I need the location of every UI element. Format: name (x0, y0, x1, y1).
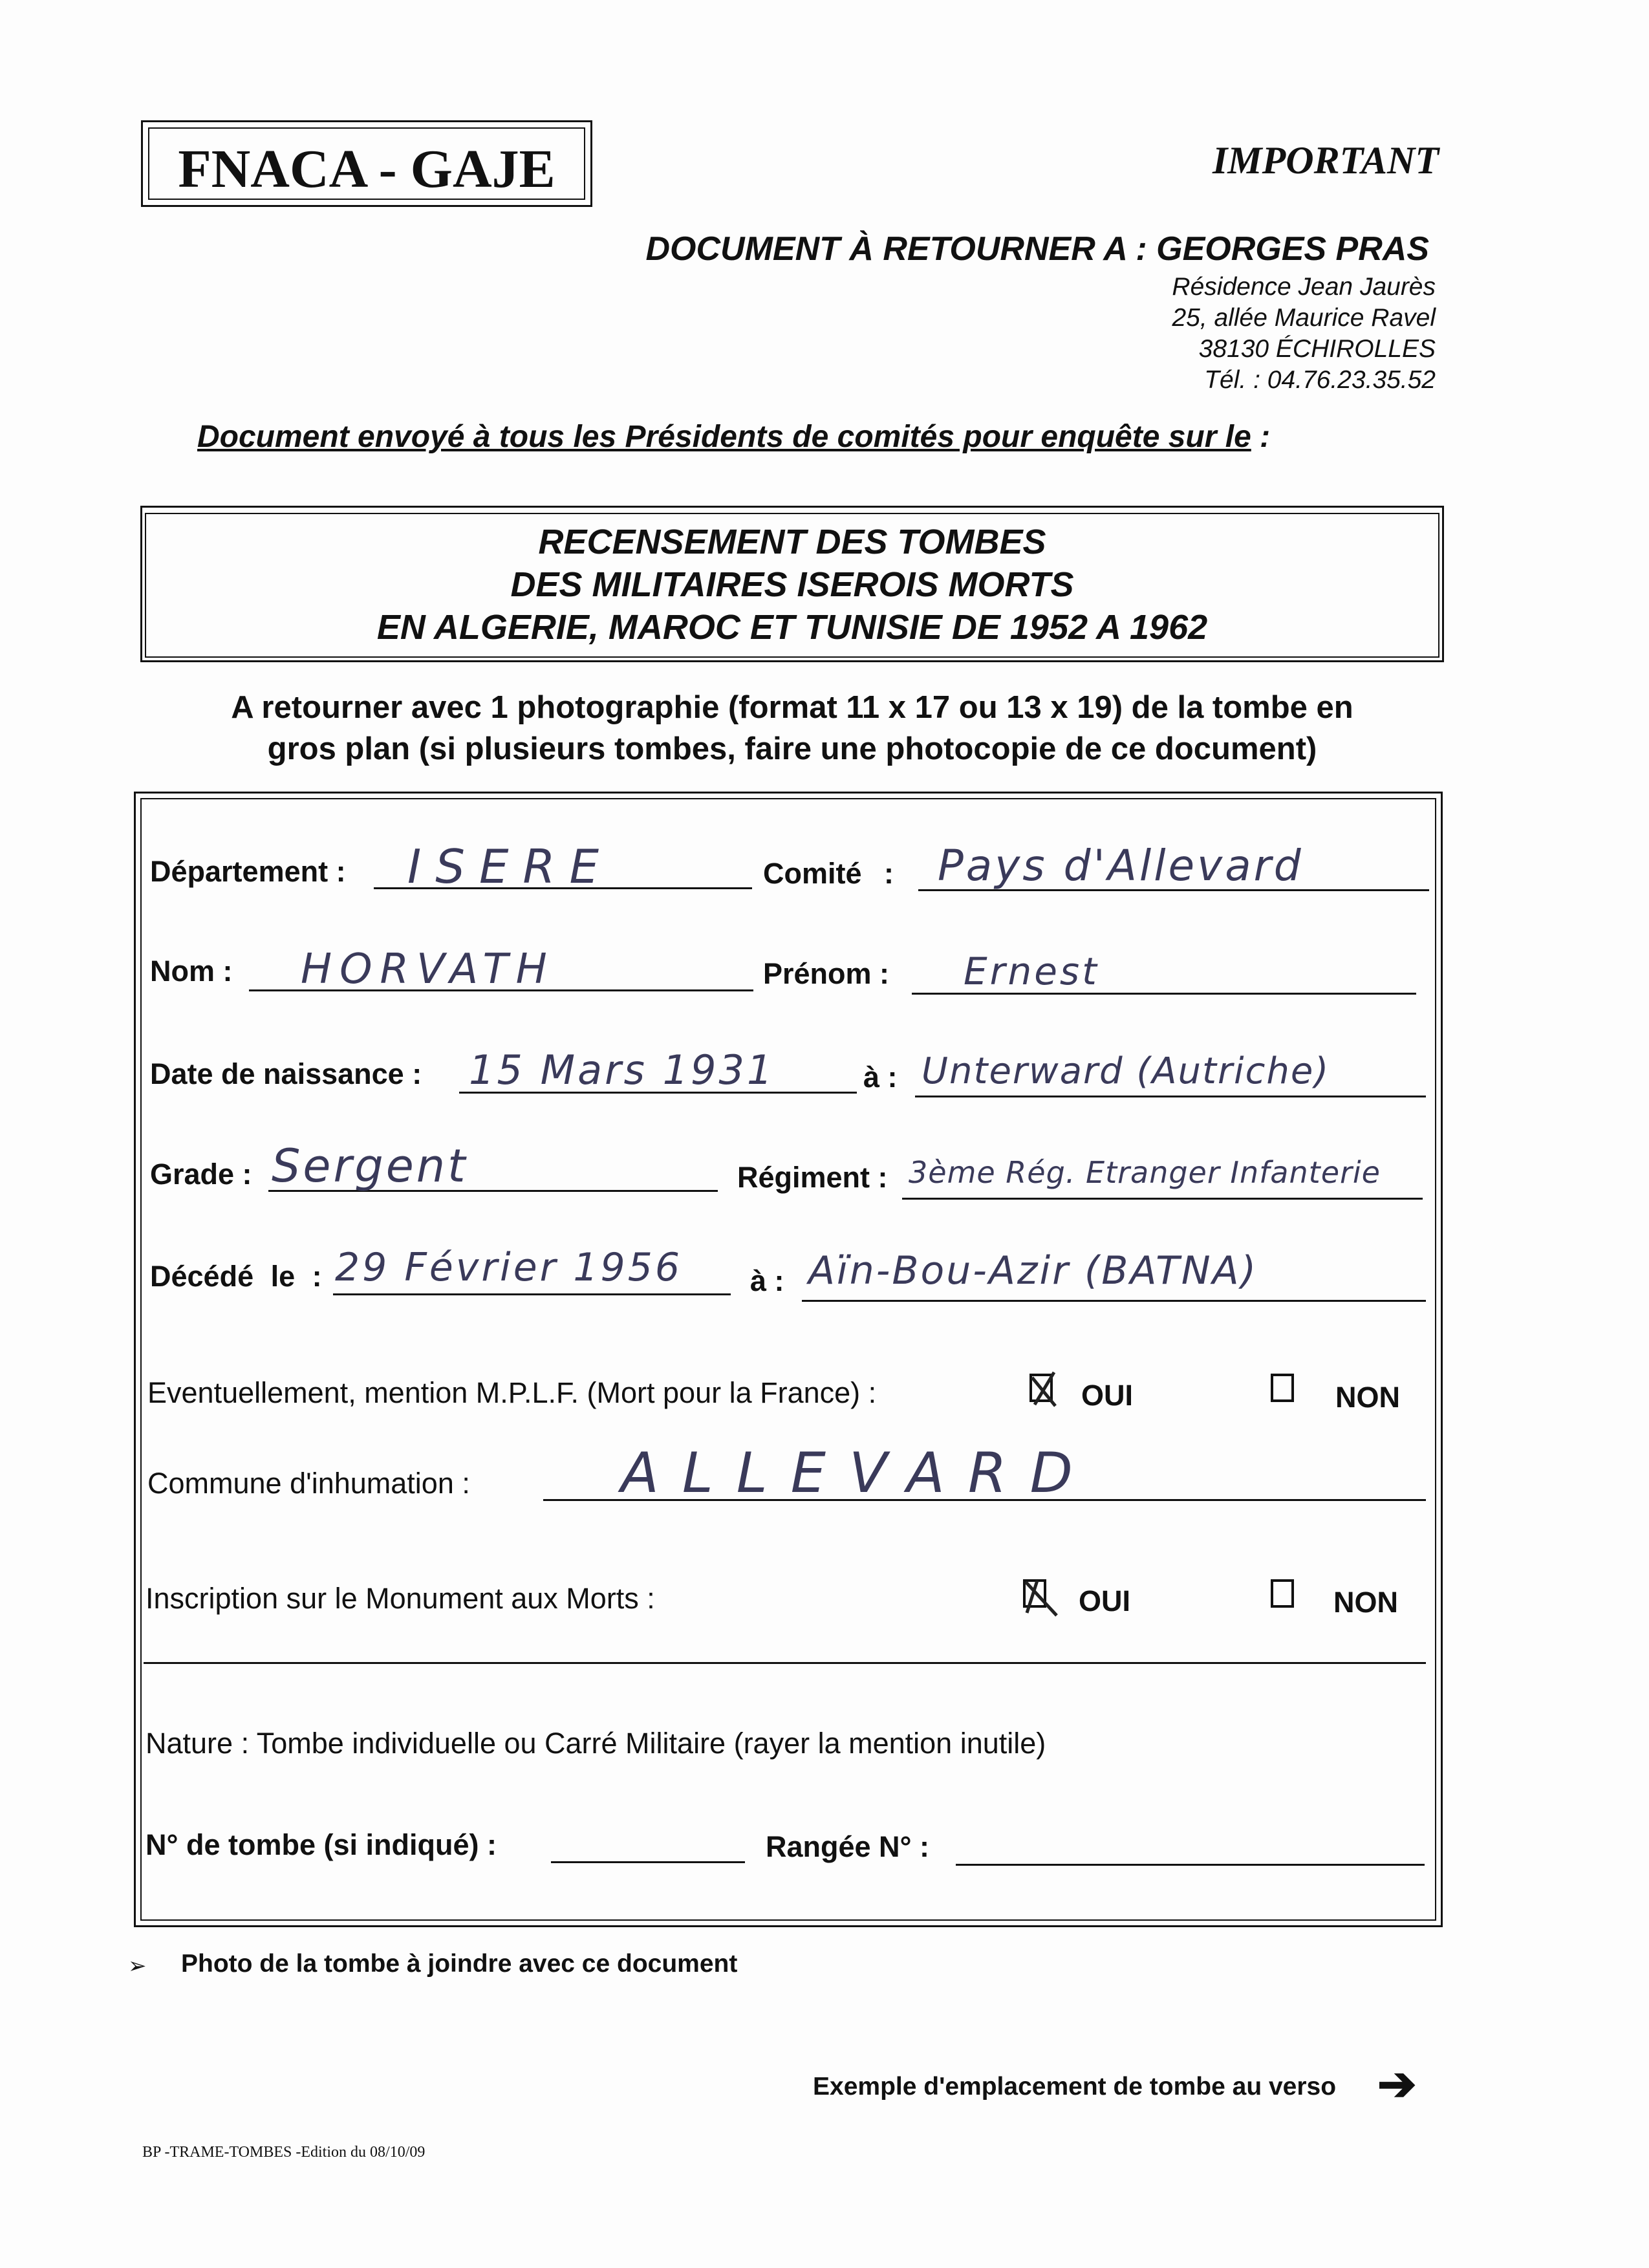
return-to: DOCUMENT À RETOURNER A : GEORGES PRAS (645, 230, 1429, 268)
important-label: IMPORTANT (1212, 139, 1439, 182)
mplf-non-label: NON (1335, 1381, 1400, 1414)
lieu-naissance-field[interactable] (915, 1096, 1426, 1097)
date-naissance-label: Date de naissance : (150, 1057, 422, 1090)
title-text (142, 521, 1442, 649)
prenom-value: Ernest (964, 949, 1099, 993)
title-line: RECENSEMENT DES TOMBES (538, 523, 1046, 561)
monument-field[interactable] (144, 1662, 1426, 1664)
address-line: Tél. : 04.76.23.35.52 (1204, 366, 1436, 394)
title-box (140, 506, 1444, 662)
monument-label: Inscription sur le Monument aux Morts : (146, 1582, 655, 1615)
rangee-field[interactable] (956, 1864, 1425, 1866)
date-naissance-value: 15 Mars 1931 (469, 1046, 775, 1094)
example-note: Exemple d'emplacement de tombe au verso (813, 2073, 1337, 2101)
address-line: 38130 ÉCHIROLLES (1198, 335, 1436, 363)
check-mark-icon (1029, 1371, 1059, 1409)
comite-value: Pays d'Allevard (938, 841, 1304, 891)
grade-label: Grade : (150, 1158, 252, 1191)
deces-label: Décédé le : (150, 1260, 322, 1293)
lieu-naissance-value: Unterward (Autriche) (921, 1050, 1330, 1092)
regiment-label: Régiment : (737, 1161, 888, 1194)
grade-value: Sergent (272, 1139, 468, 1193)
title-line: EN ALGERIE, MAROC ET TUNISIE DE 1952 A 1962 (376, 608, 1208, 647)
address-line: Résidence Jean Jaurès (1172, 273, 1436, 301)
address-block (1172, 272, 1436, 396)
rangee-label: Rangée N° : (766, 1830, 930, 1863)
monument-non-label: NON (1333, 1586, 1398, 1619)
nom-label: Nom : (150, 955, 233, 988)
regiment-field[interactable] (902, 1198, 1423, 1200)
sent-to-text: Document envoyé à tous les Présidents de comités pour enquête sur le (197, 420, 1251, 454)
prenom-label: Prénom : (763, 957, 890, 990)
commune-label: Commune d'inhumation : (147, 1467, 470, 1500)
lieu-deces-label: à : (750, 1264, 784, 1297)
monument-non-checkbox[interactable] (1271, 1579, 1294, 1608)
comite-label: Comité : (763, 857, 894, 890)
mplf-oui-checkbox[interactable] (1029, 1374, 1053, 1402)
departement-value: ISERE (407, 839, 613, 894)
mplf-non-checkbox[interactable] (1271, 1374, 1294, 1402)
nom-value: HORVATH (301, 945, 555, 993)
nature-label: Nature : Tombe individuelle ou Carré Militaire (rayer la mention inutile) (146, 1727, 1046, 1760)
departement-label: Département : (150, 855, 346, 888)
instructions-line: gros plan (si plusieurs tombes, faire une photocopie de ce document) (267, 731, 1317, 766)
lieu-naissance-label: à : (863, 1061, 898, 1094)
check-mark-icon (1023, 1577, 1062, 1617)
lieu-deces-value: Aïn-Bou-Azir (BATNA) (808, 1248, 1258, 1293)
deces-value: 29 Février 1956 (335, 1245, 683, 1290)
mplf-oui-label: OUI (1081, 1379, 1134, 1412)
address-line: 25, allée Maurice Ravel (1172, 304, 1436, 332)
sent-to-suffix: : (1260, 420, 1271, 454)
arrow-bullet-icon: ➢ (128, 1954, 147, 1978)
sent-to (197, 419, 1270, 455)
monument-oui-label: OUI (1079, 1584, 1131, 1617)
org-title: FNACA - GAJE (178, 139, 555, 199)
instructions-line: A retourner avec 1 photographie (format 11 x 17 ou 13 x 19) de la tombe en (231, 690, 1353, 725)
instructions (140, 687, 1444, 770)
monument-oui-checkbox[interactable] (1023, 1579, 1046, 1608)
org-title-box (141, 120, 592, 207)
deces-field[interactable] (333, 1293, 731, 1295)
regiment-value: 3ème Rég. Etranger Infanterie (909, 1155, 1381, 1190)
num-tombe-label: N° de tombe (si indiqué) : (146, 1828, 497, 1861)
right-arrow-icon: ➔ (1377, 2058, 1417, 2110)
mplf-label: Eventuellement, mention M.P.L.F. (Mort pour la France) : (147, 1376, 877, 1409)
lieu-deces-field[interactable] (802, 1300, 1426, 1302)
title-line: DES MILITAIRES ISEROIS MORTS (510, 565, 1074, 604)
edition-note: BP -TRAME-TOMBES -Edition du 08/10/09 (142, 2144, 426, 2161)
commune-value: ALLEVARD (621, 1441, 1096, 1506)
photo-note: Photo de la tombe à joindre avec ce document (181, 1950, 738, 1978)
num-tombe-field[interactable] (551, 1861, 745, 1863)
